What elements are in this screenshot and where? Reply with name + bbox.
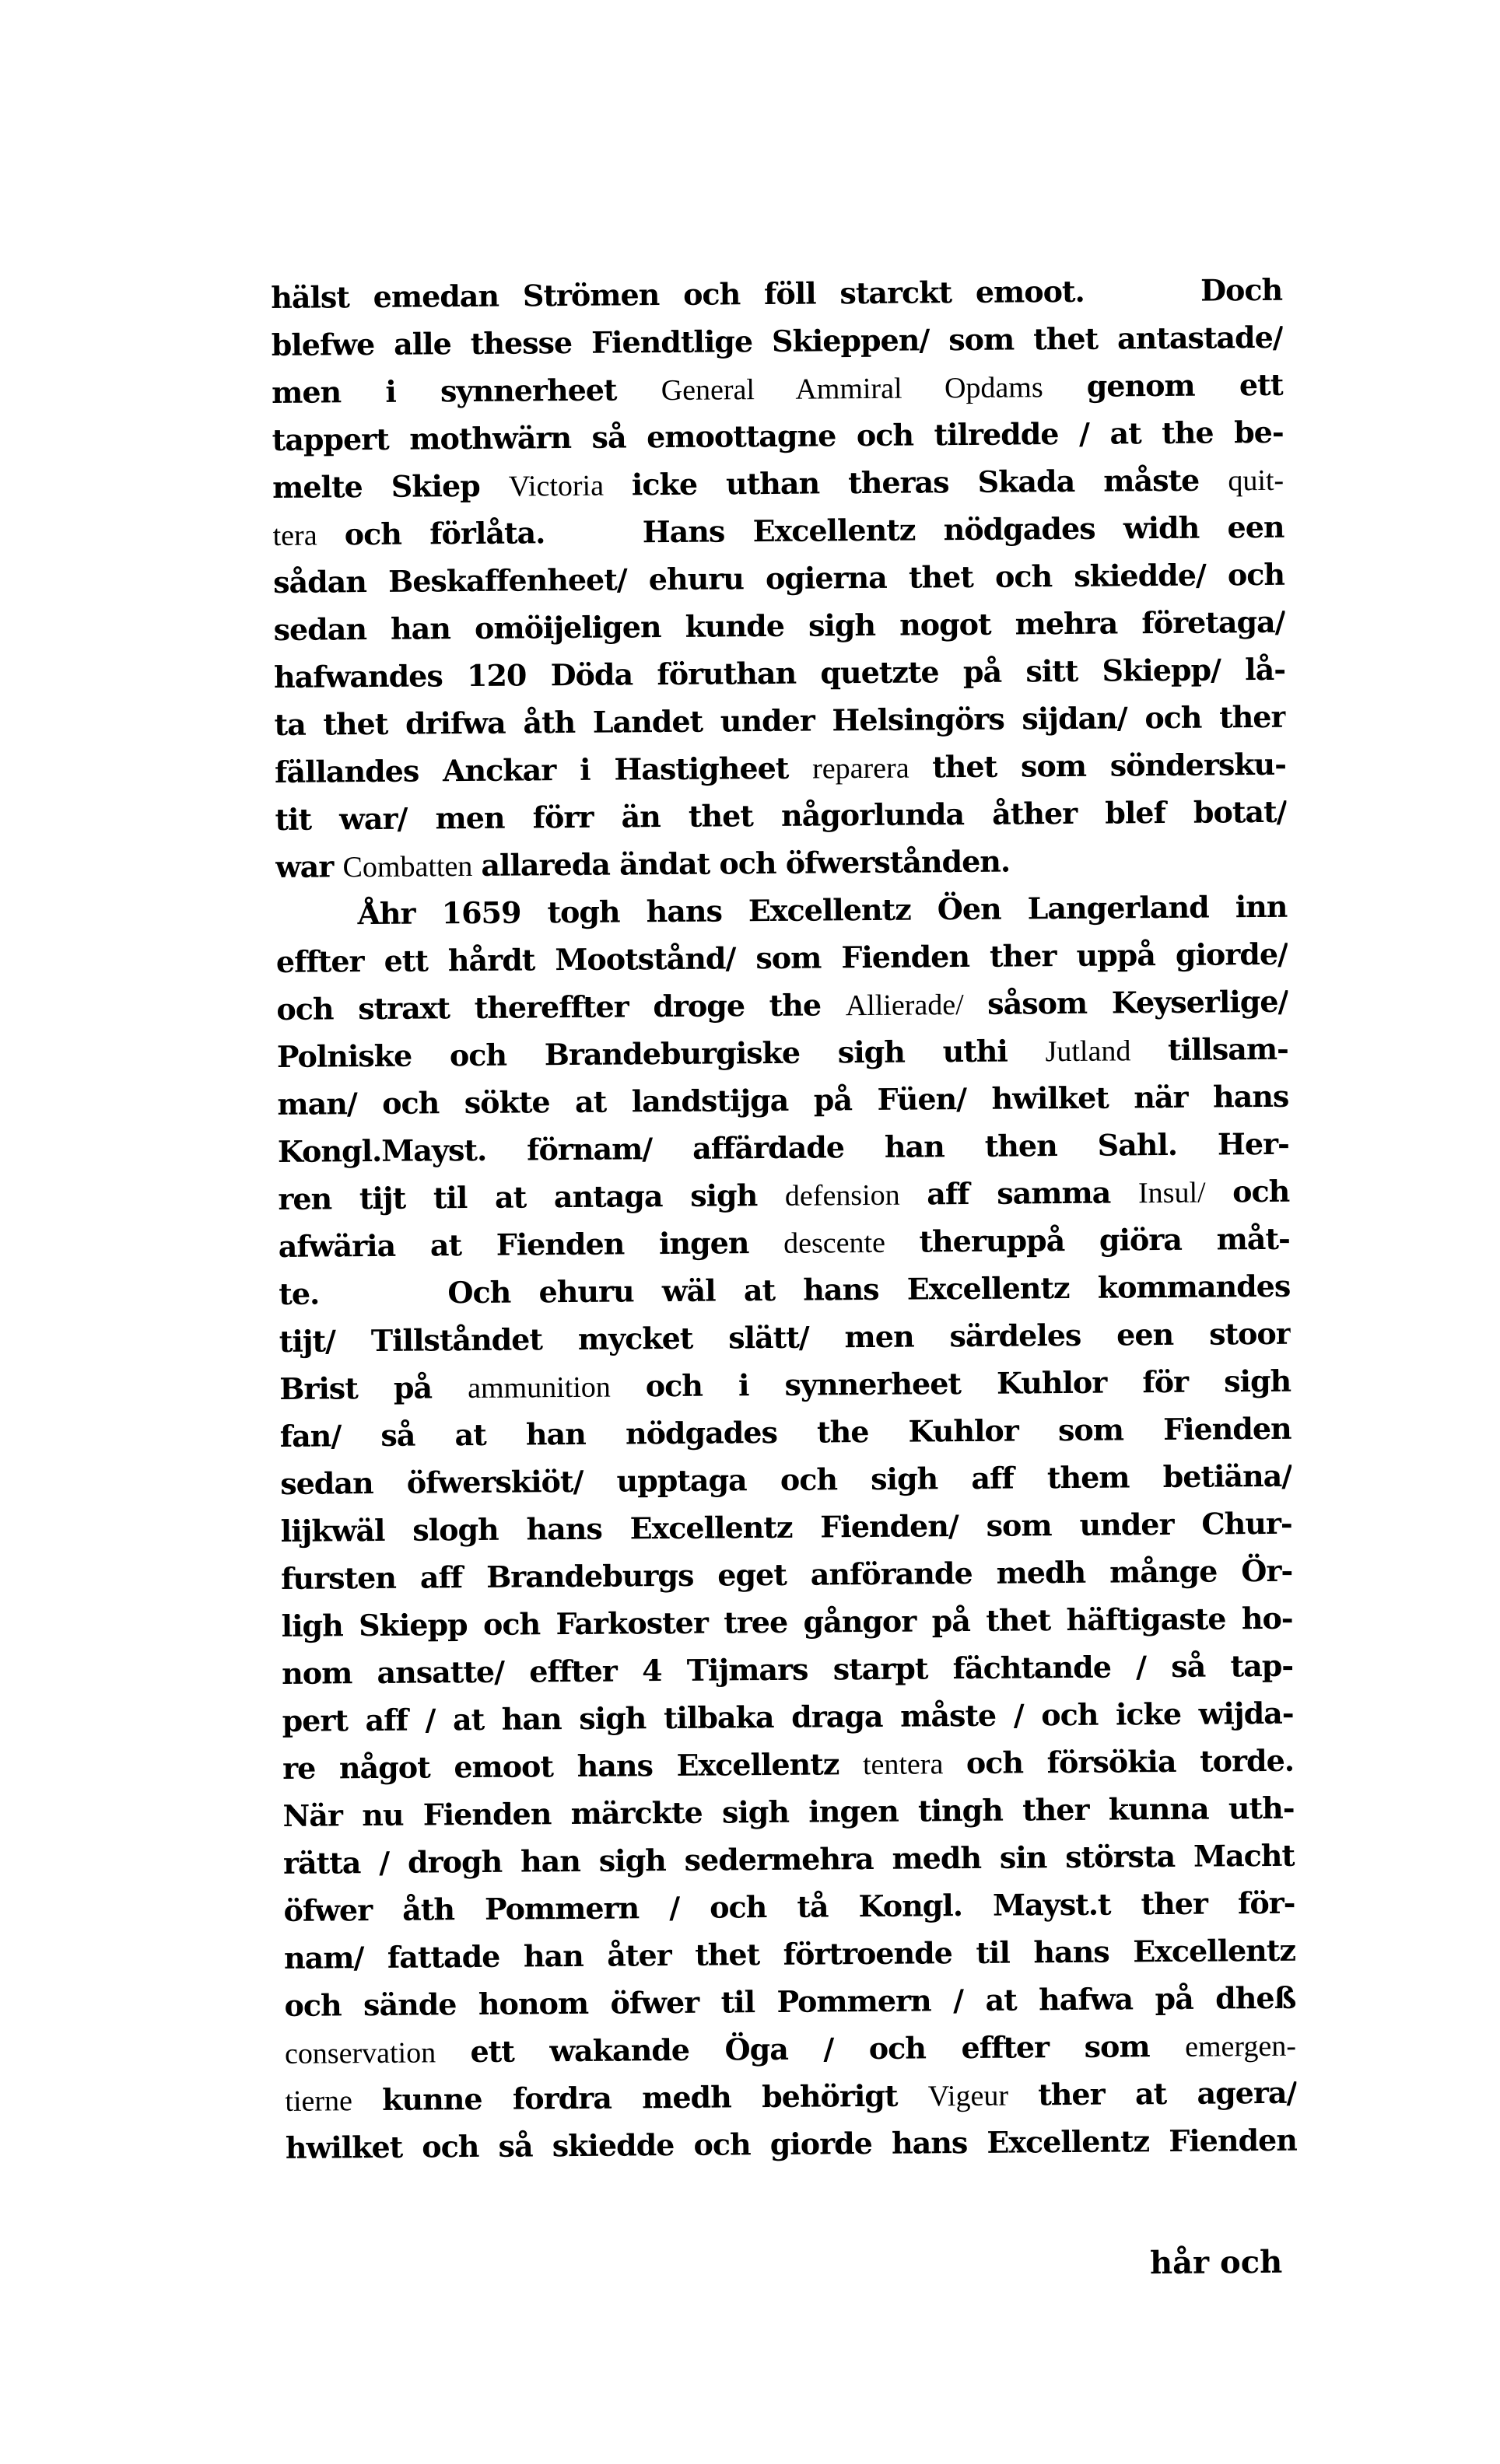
text-line (274, 693, 1285, 748)
antiqua-text-segment: conservation (284, 2036, 436, 2070)
text-line (274, 646, 1285, 701)
fraktur-text-segment: Hans Excellentz nödgades widh een (642, 509, 1284, 550)
antiqua-text-segment: tierne (285, 2084, 353, 2118)
fraktur-text-segment: ett wakande Öga / och effter som (470, 2028, 1186, 2070)
antiqua-text-segment: tentera (862, 1748, 944, 1782)
text-line (282, 1784, 1294, 1839)
fraktur-text-segment: te. (279, 1276, 320, 1311)
fraktur-text-segment: aff samma (927, 1174, 1139, 1212)
fraktur-text-segment: lijkwäl slogh hans Excellentz Fienden/ som under Chur- (280, 1505, 1292, 1549)
text-line (275, 740, 1286, 796)
antiqua-text-segment: descente (783, 1226, 886, 1260)
text-line (276, 978, 1288, 1033)
text-line (279, 1215, 1290, 1270)
body-text (271, 266, 1297, 2172)
text-line (280, 1500, 1291, 1555)
text-line (279, 1357, 1291, 1412)
text-line (281, 1594, 1292, 1650)
fraktur-text-segment: fursten aff Brandeburgs eget anförande medh månge Ör- (280, 1552, 1293, 1596)
fraktur-text-segment: och försökia torde. (966, 1742, 1295, 1781)
fraktur-text-segment: Åhr 1659 togh hans Excellentz Öen Langerland inn (357, 888, 1288, 932)
fraktur-text-segment: men i synnerheet (272, 372, 661, 410)
text-line (271, 266, 1282, 321)
fraktur-text-segment: icke uthan theras Skada måste (631, 462, 1228, 502)
fraktur-text-segment: man/ och sökte at landstijga på Füen/ hwilket när hans (277, 1078, 1289, 1122)
text-line (272, 503, 1284, 558)
text-line (282, 1689, 1293, 1745)
fraktur-text-segment: ligh Skiepp och Farkoster tree gångor på thet häftigaste ho- (281, 1600, 1293, 1643)
text-line (284, 1974, 1295, 2029)
fraktur-text-segment: sedan han omöijeligen kunde sigh nogot mehra företaga/ (273, 604, 1285, 647)
fraktur-text-segment: och (1232, 1173, 1290, 1209)
text-line (280, 1452, 1291, 1507)
fraktur-text-segment: och sände honom öfwer til Pommern / at hafwa på dheß (284, 1979, 1296, 2023)
text-line (272, 361, 1283, 416)
antiqua-text-segment: Jutland (1045, 1034, 1131, 1069)
fraktur-text-segment: fällandes Anckar i Hastigheet (274, 750, 813, 789)
sentence-gap (346, 1303, 420, 1304)
sentence-gap (1108, 300, 1178, 302)
fraktur-text-segment: hafwandes 120 Döda föruthan quetzte på sitt Skiepp/ lå- (273, 651, 1286, 695)
text-line (272, 456, 1284, 511)
antiqua-text-segment: Vigeur (927, 2079, 1009, 2113)
text-line (283, 1879, 1295, 1934)
fraktur-text-segment: Kongl.Mayst. förnam/ affärdade han then Sahl. Her- (277, 1125, 1289, 1169)
text-line (284, 1927, 1295, 1982)
fraktur-text-segment: ren tijt til at antaga sigh (278, 1177, 786, 1216)
antiqua-text-segment: Combatten (342, 849, 473, 884)
fraktur-text-segment: tappert mothwärn så emoottagne och tilredde / at the be- (272, 414, 1284, 457)
fraktur-text-segment: kunne fordra medh behörigt (381, 2077, 928, 2117)
text-line (276, 930, 1288, 985)
fraktur-text-segment: och straxt thereffter droge the (276, 987, 846, 1027)
text-line (273, 551, 1284, 606)
antiqua-text-segment: quit- (1228, 464, 1284, 498)
fraktur-text-segment: effter ett hårdt Mootstånd/ som Fienden ther uppå giorde/ (275, 936, 1288, 979)
catchword: hår och (1149, 2243, 1283, 2282)
fraktur-text-segment: sedan öfwerskiöt/ upptaga och sigh aff them betiäna/ (280, 1458, 1292, 1501)
antiqua-text-segment: General Ammiral Opdams (661, 371, 1043, 408)
fraktur-text-segment: theruppå giöra måt- (919, 1220, 1290, 1259)
fraktur-text-segment: fan/ så at han nödgades the Kuhlor som Fienden (279, 1410, 1291, 1454)
text-line (277, 1025, 1288, 1080)
text-line (285, 2069, 1296, 2124)
catchword-row (271, 2238, 1282, 2294)
fraktur-text-segment: såsom Keyserlige/ (987, 983, 1288, 1021)
text-line (285, 2021, 1296, 2077)
fraktur-text-segment: öfwer åth Pommern / och tå Kongl. Mayst.t ther för- (283, 1885, 1295, 1928)
fraktur-text-segment: Doch (1200, 271, 1283, 308)
text-line (275, 835, 1287, 891)
antiqua-text-segment: Victoria (508, 469, 605, 503)
fraktur-text-segment: allareda ändat och öfwerstånden. (481, 843, 1011, 883)
fraktur-text-segment: och i synnerheet Kuhlor för sigh (645, 1363, 1291, 1404)
fraktur-text-segment: nam/ fattade han åter thet förtroende til hans Excellentz (283, 1932, 1296, 1976)
fraktur-text-segment: nom ansatte/ effter 4 Tijmars starpt fächtande / så tap- (281, 1647, 1294, 1691)
fraktur-text-segment: pert aff / at han sigh tilbaka draga måste / och icke wijda- (282, 1695, 1294, 1738)
text-line (278, 1167, 1289, 1223)
antiqua-text-segment: emergen- (1184, 2029, 1297, 2063)
fraktur-text-segment: När nu Fienden märckte sigh ingen tingh ther kunna uth- (282, 1790, 1295, 1833)
text-line (283, 1832, 1295, 1887)
antiqua-text-segment: defension (784, 1178, 900, 1213)
fraktur-text-segment: tit war/ men förr än thet någorlunda åther blef botat/ (275, 793, 1287, 837)
fraktur-text-segment: hwilket och så skiedde och giorde hans Excellentz Fienden (285, 2122, 1298, 2165)
fraktur-text-segment: afwäria at Fienden ingen (278, 1224, 784, 1264)
fraktur-text-segment: melte Skiep (272, 467, 509, 505)
fraktur-text-segment: blefwe alle thesse Fiendtlige Skieppen/ som thet antastade/ (271, 319, 1283, 362)
text-line (273, 598, 1284, 653)
fraktur-text-segment: Polniske och Brandeburgiske sigh uthi (276, 1033, 1046, 1074)
fraktur-text-segment: war (275, 849, 343, 884)
text-line (286, 2116, 1297, 2172)
fraktur-text-segment: ta thet drifwa åth Landet under Helsingörs sijdan/ och ther (274, 698, 1286, 742)
fraktur-text-segment: hälst emedan Strömen och föll starckt emoot. (271, 273, 1085, 315)
fraktur-text-segment: rätta / drogh han sigh sedermehra medh sin största Macht (282, 1837, 1295, 1881)
antiqua-text-segment: Insul/ (1137, 1176, 1206, 1210)
text-line (275, 788, 1286, 843)
fraktur-text-segment: och förlåta. (344, 515, 545, 552)
fraktur-text-segment: thet som söndersku- (932, 746, 1287, 785)
text-line (272, 408, 1283, 464)
text-line (277, 1073, 1288, 1128)
text-line (282, 1737, 1294, 1792)
fraktur-text-segment: re något emoot hans Excellentz (282, 1746, 864, 1786)
text-line (279, 1310, 1291, 1365)
antiqua-text-segment: ammunition (468, 1370, 611, 1405)
fraktur-text-segment: genom ett (1086, 366, 1284, 404)
antiqua-text-segment: tera (272, 519, 317, 552)
fraktur-text-segment: sådan Beskaffenheet/ ehuru ogierna thet och skiedde/ och (272, 556, 1285, 600)
fraktur-text-segment: Brist på (279, 1370, 468, 1406)
text-line (279, 1262, 1290, 1318)
text-line (271, 313, 1282, 369)
text-line (282, 1642, 1293, 1697)
sentence-gap (573, 542, 615, 543)
fraktur-text-segment: tijt/ Tillståndet mycket slätt/ men särdeles een stoor (279, 1315, 1291, 1359)
fraktur-text-segment: ther at agera/ (1038, 2074, 1297, 2112)
text-line (275, 883, 1287, 938)
text-line (278, 1120, 1289, 1175)
antiqua-text-segment: Allierade/ (845, 989, 964, 1023)
fraktur-text-segment: tillsam- (1167, 1031, 1289, 1067)
text-line (279, 1405, 1291, 1460)
fraktur-text-segment: Och ehuru wäl at hans Excellentz kommandes (447, 1268, 1291, 1311)
text-line (281, 1547, 1292, 1602)
antiqua-text-segment: reparera (811, 751, 909, 786)
